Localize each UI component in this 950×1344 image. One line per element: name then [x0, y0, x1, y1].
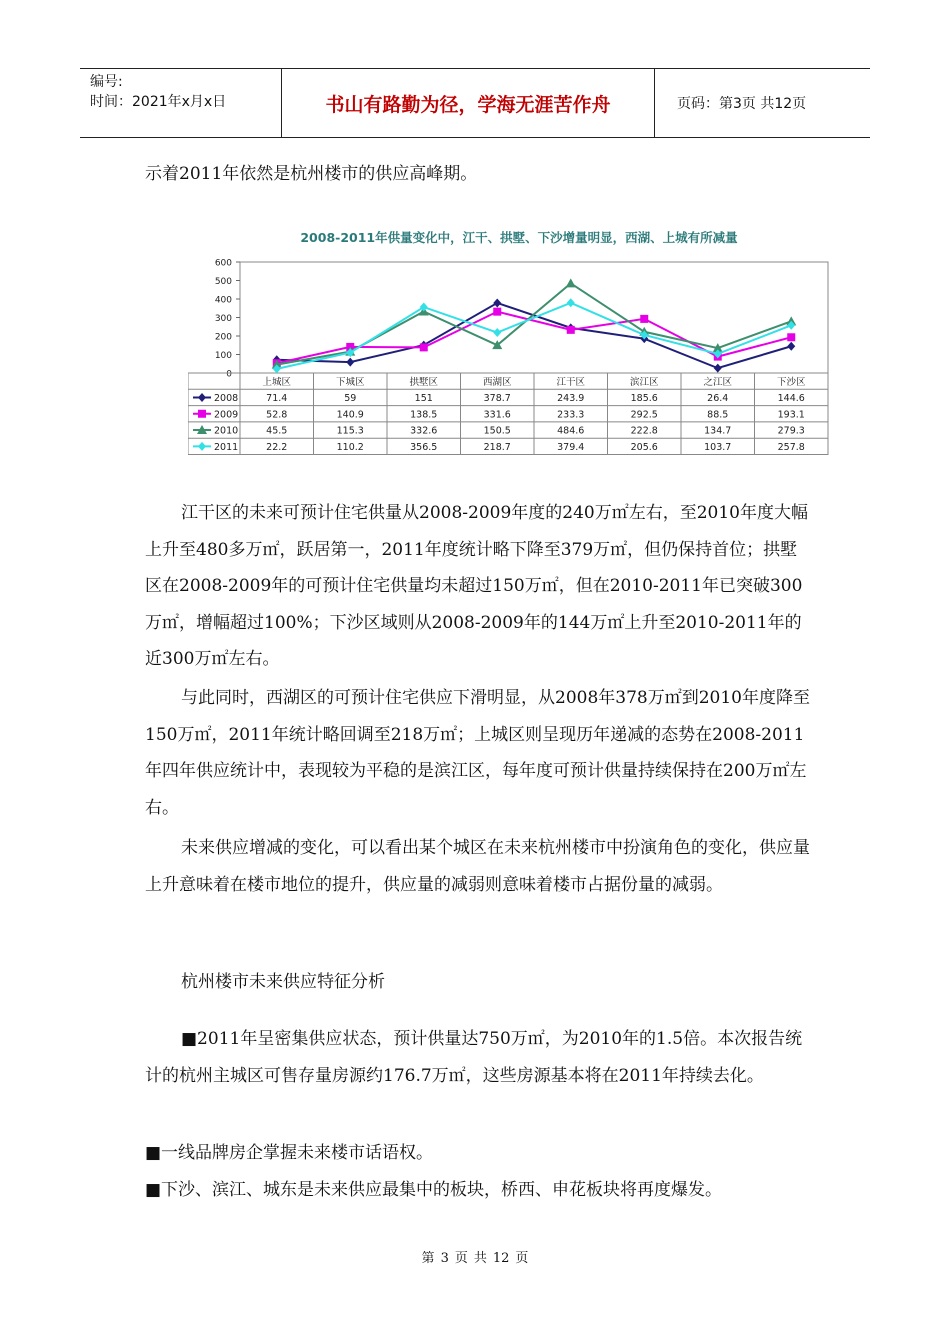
- x-category-label: 拱墅区: [409, 377, 439, 388]
- footer-ye: 页: [454, 1251, 468, 1266]
- data-table-value: 257.8: [777, 441, 805, 453]
- data-table-value: 185.6: [630, 392, 658, 404]
- paragraph-jianggan: 江干区的未来可预计住宅供量从2008-2009年度的240万㎡左右，至2010年度大幅上升至480多万㎡，跃居第一，2011年度统计略下降至379万㎡，但仍保持首位；拱墅区在2008-2009年的可预计住宅供量均未超过150万㎡，但在2010-2011年已突破300万㎡，增幅超过100%；下沙区域则从2008-2009年的144万㎡上升至2010-2011年的近300万㎡左右。: [145, 503, 808, 669]
- chart-svg: [188, 220, 830, 456]
- data-point-2009: [420, 343, 428, 351]
- legend-key-marker-2009: [198, 410, 206, 418]
- data-table-value: 379.4: [557, 441, 585, 453]
- page-footer: [0, 1247, 950, 1266]
- data-table-value: 138.5: [410, 409, 438, 421]
- data-table-value: 22.2: [266, 441, 288, 453]
- legend-label-2010: 2010: [214, 425, 239, 437]
- data-table-value: 71.4: [266, 392, 288, 404]
- data-point-2009: [640, 315, 648, 323]
- data-table-value: 233.3: [557, 409, 585, 421]
- footer-gong: 共: [473, 1251, 487, 1266]
- data-table-value: 222.8: [630, 425, 658, 437]
- y-tick-label: 200: [214, 332, 232, 343]
- data-table-value: 331.6: [483, 409, 511, 421]
- footer-ye2: 页: [515, 1251, 529, 1266]
- legend-label-2008: 2008: [214, 392, 239, 404]
- section-heading: 杭州楼市未来供应特征分析: [181, 972, 385, 992]
- y-tick-label: 600: [214, 258, 232, 269]
- supply-chart: [188, 220, 830, 456]
- x-category-label: 西湖区: [482, 377, 512, 388]
- page-header: [80, 68, 870, 138]
- x-category-label: 滨江区: [629, 377, 659, 388]
- bullet-supply-2011: ■2011年呈密集供应状态，预计供量达750万㎡，为2010年的1.5倍。本次报告统计的杭州主城区可售存量房源约176.7万㎡，这些房源基本将在2011年持续去化。: [145, 1029, 803, 1086]
- paragraph-role-change: 未来供应增减的变化，可以看出某个城区在未来杭州楼市中扮演角色的变化，供应量上升意味着在楼市地位的提升，供应量的减弱则意味着楼市占据份量的减弱。: [145, 838, 810, 895]
- bullet-brand-developers: ■一线品牌房企掌握未来楼市话语权。: [145, 1143, 434, 1163]
- bullet-key-areas: ■下沙、滨江、城东是未来供应最集中的板块，桥西、申花板块将再度爆发。: [145, 1180, 723, 1200]
- data-table-value: 279.3: [777, 425, 805, 437]
- data-table-value: 140.9: [336, 409, 364, 421]
- data-table-value: 134.7: [704, 425, 732, 437]
- data-table-value: 484.6: [557, 425, 585, 437]
- time-label: 时间：2021年x月x日: [90, 94, 227, 110]
- legend-label-2011: 2011: [214, 441, 239, 453]
- data-table-value: 110.2: [336, 441, 364, 453]
- footer-di: 第: [421, 1251, 435, 1266]
- header-meta: [80, 69, 280, 137]
- data-table-value: 52.8: [266, 409, 288, 421]
- data-table-value: 115.3: [336, 425, 364, 437]
- data-point-2009: [493, 308, 501, 316]
- data-table-value: 205.6: [630, 441, 658, 453]
- data-table-value: 378.7: [483, 392, 511, 404]
- y-tick-label: 300: [214, 314, 232, 324]
- data-table-value: 150.5: [483, 425, 511, 437]
- legend-key-marker-2008: [198, 393, 206, 402]
- y-tick-label: 0: [226, 369, 232, 380]
- data-table-value: 144.6: [777, 392, 805, 404]
- legend-label-2009: 2009: [214, 409, 239, 421]
- y-tick-label: 100: [214, 351, 232, 361]
- data-table-value: 356.5: [410, 441, 438, 453]
- data-table-value: 243.9: [557, 392, 585, 404]
- data-point-2009: [567, 326, 575, 334]
- data-table-value: 193.1: [777, 409, 805, 421]
- page-code-text: 页码：第3页 共12页: [677, 96, 807, 112]
- data-table-value: 26.4: [707, 392, 729, 404]
- footer-page: 3: [440, 1251, 449, 1266]
- data-table-value: 151: [414, 392, 433, 404]
- x-category-label: 之江区: [703, 377, 733, 388]
- data-table-value: 218.7: [483, 441, 511, 453]
- data-point-2009: [787, 333, 795, 341]
- data-table-value: 45.5: [266, 425, 288, 437]
- x-category-label: 下城区: [335, 377, 365, 388]
- y-tick-label: 500: [214, 277, 232, 287]
- legend-key-marker-2011: [198, 442, 206, 451]
- paragraph-xihu: 与此同时，西湖区的可预计住宅供应下滑明显，从2008年378万㎡到2010年度降至150万㎡，2011年统计略回调至218万㎡；上城区则呈现历年递减的态势在2008-2011年四年供应统计中，表现较为平稳的是滨江区，每年度可预计供量持续保持在200万㎡左右。: [145, 688, 810, 818]
- header-page-code: [665, 69, 870, 137]
- data-table-value: 292.5: [630, 409, 658, 421]
- data-table-value: 103.7: [704, 441, 732, 453]
- y-tick-label: 400: [214, 295, 232, 306]
- data-table-value: 88.5: [707, 409, 729, 421]
- chart-title: 2008-2011年供量变化中，江干、拱墅、下沙增量明显，西湖、上城有所减量: [300, 230, 738, 245]
- header-motto: 书山有路勤为径，学海无涯苦作舟: [281, 69, 655, 137]
- intro-paragraph: 示着2011年依然是杭州楼市的供应高峰期。: [145, 164, 478, 184]
- data-table-value: 59: [344, 392, 357, 404]
- footer-total: 12: [492, 1251, 510, 1266]
- x-category-label: 上城区: [262, 377, 292, 388]
- x-category-label: 下沙区: [776, 377, 806, 388]
- x-category-label: 江干区: [556, 377, 586, 388]
- number-label: 编号:: [90, 74, 123, 90]
- data-table-value: 332.6: [410, 425, 438, 437]
